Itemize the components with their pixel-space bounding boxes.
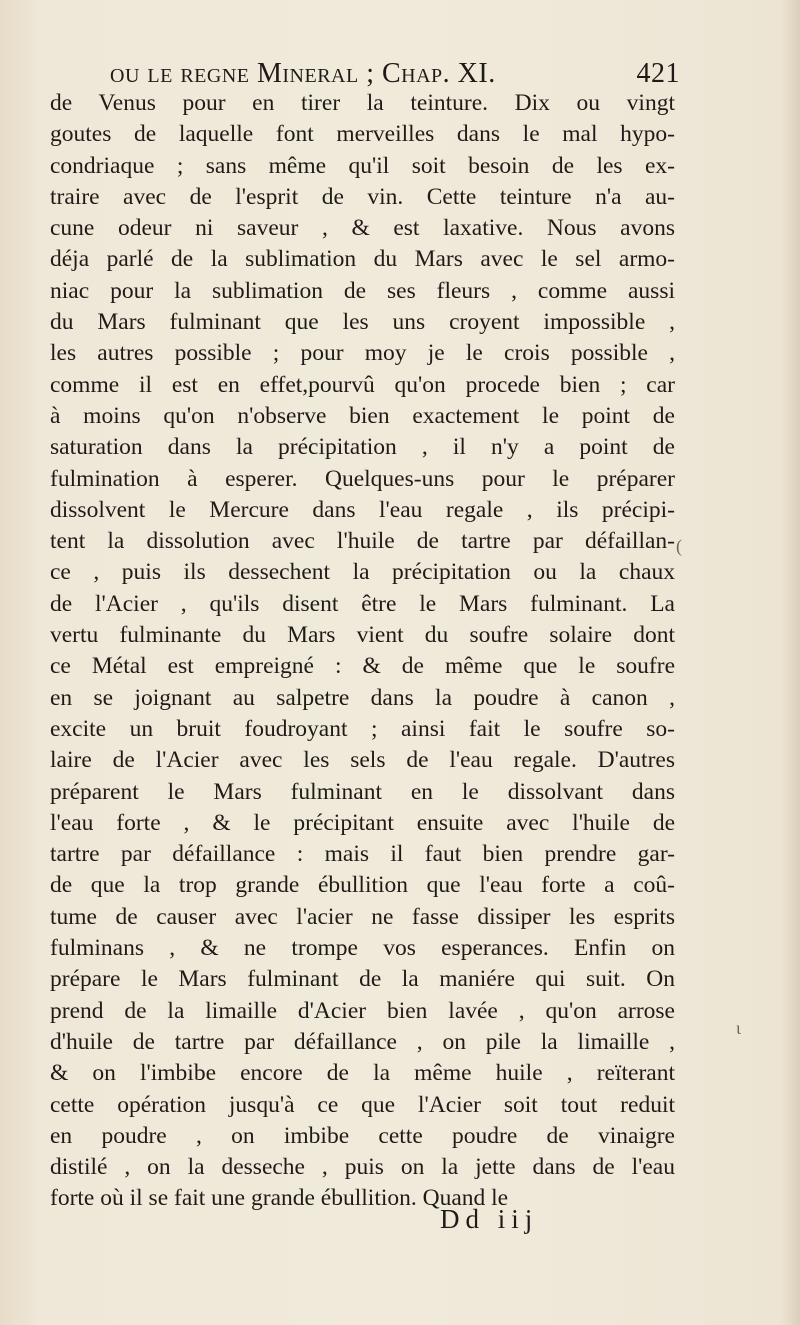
running-title: ou le regne Mineral ; Chap. XI. <box>110 58 496 89</box>
margin-tick-mark: ( <box>676 536 682 556</box>
text-line: ce Métal est empreigné : & de même que le soufre <box>50 653 675 680</box>
text-line: du Mars fulminant que les uns croyent impossible , <box>50 309 675 336</box>
text-line: de que la trop grande ébullition que l'eau forte a coû- <box>50 872 675 899</box>
text-line: & on l'imbibe encore de la même huile , reïterant <box>50 1060 675 1087</box>
signature-mark: Dd iij <box>440 1204 539 1234</box>
running-header <box>110 58 680 90</box>
text-line: traire avec de l'esprit de vin. Cette teinture n'a au- <box>50 183 675 210</box>
text-line: vertu fulminante du Mars vient du soufre solaire dont <box>50 622 675 649</box>
text-line: niac pour la sublimation de ses fleurs , comme aussi <box>50 277 675 304</box>
text-line: saturation dans la précipitation , il n'y a point de <box>50 434 675 461</box>
text-line: les autres possible ; pour moy je le crois possible , <box>50 340 675 367</box>
text-line: en se joignant au salpetre dans la poudre à canon , <box>50 684 675 711</box>
text-line: prépare le Mars fulminant de la maniére qui suit. On <box>50 966 675 993</box>
text-line: comme il est en effet,pourvû qu'on procede bien ; car <box>50 371 675 398</box>
text-line: condriaque ; sans même qu'il soit besoin de les ex- <box>50 152 675 179</box>
text-line: tent la dissolution avec l'huile de tartre par défaillan- <box>50 528 675 555</box>
text-line: en poudre , on imbibe cette poudre de vinaigre <box>50 1122 675 1149</box>
body-text <box>50 88 675 1215</box>
text-line: forte où il se fait une grande ébullition. Quand le <box>50 1185 509 1212</box>
text-line: distilé , on la desseche , puis on la jette dans de l'eau <box>50 1154 675 1181</box>
text-line: de Venus pour en tirer la teinture. Dix ou vingt <box>50 90 675 116</box>
text-line: prend de la limaille d'Acier bien lavée , qu'on arrose <box>50 997 675 1024</box>
margin-tick-mark: ι <box>736 1018 741 1038</box>
text-line: d'huile de tartre par défaillance , on pile la limaille , <box>50 1028 675 1055</box>
text-line: à moins qu'on n'observe bien exactement le point de <box>50 402 675 429</box>
text-line: tume de causer avec l'acier ne fasse dissiper les esprits <box>50 903 675 930</box>
text-line: goutes de laquelle font merveilles dans le mal hypo- <box>50 121 675 148</box>
text-line: laire de l'Acier avec les sels de l'eau regale. D'autres <box>50 747 675 774</box>
text-line: tartre par défaillance : mais il faut bien prendre gar- <box>50 841 675 868</box>
text-line: dissolvent le Mercure dans l'eau regale , ils précipi- <box>50 496 675 523</box>
text-line: fulmination à esperer. Quelques-uns pour le préparer <box>50 465 675 492</box>
text-line: l'eau forte , & le précipitant ensuite avec l'huile de <box>50 809 675 836</box>
text-line: de l'Acier , qu'ils disent être le Mars fulminant. La <box>50 590 675 617</box>
text-line: cette opération jusqu'à ce que l'Acier soit tout reduit <box>50 1091 675 1118</box>
text-line: cune odeur ni saveur , & est laxative. Nous avons <box>50 215 675 242</box>
text-line: ce , puis ils dessechent la précipitation ou la chaux <box>50 559 675 586</box>
text-line: fulminans , & ne trompe vos esperances. Enfin on <box>50 935 675 962</box>
text-line: excite un bruit foudroyant ; ainsi fait le soufre so- <box>50 715 675 742</box>
text-line: déja parlé de la sublimation du Mars avec le sel armo- <box>50 246 675 273</box>
text-line: préparent le Mars fulminant en le dissolvant dans <box>50 778 675 805</box>
page-number: 421 <box>636 58 680 89</box>
